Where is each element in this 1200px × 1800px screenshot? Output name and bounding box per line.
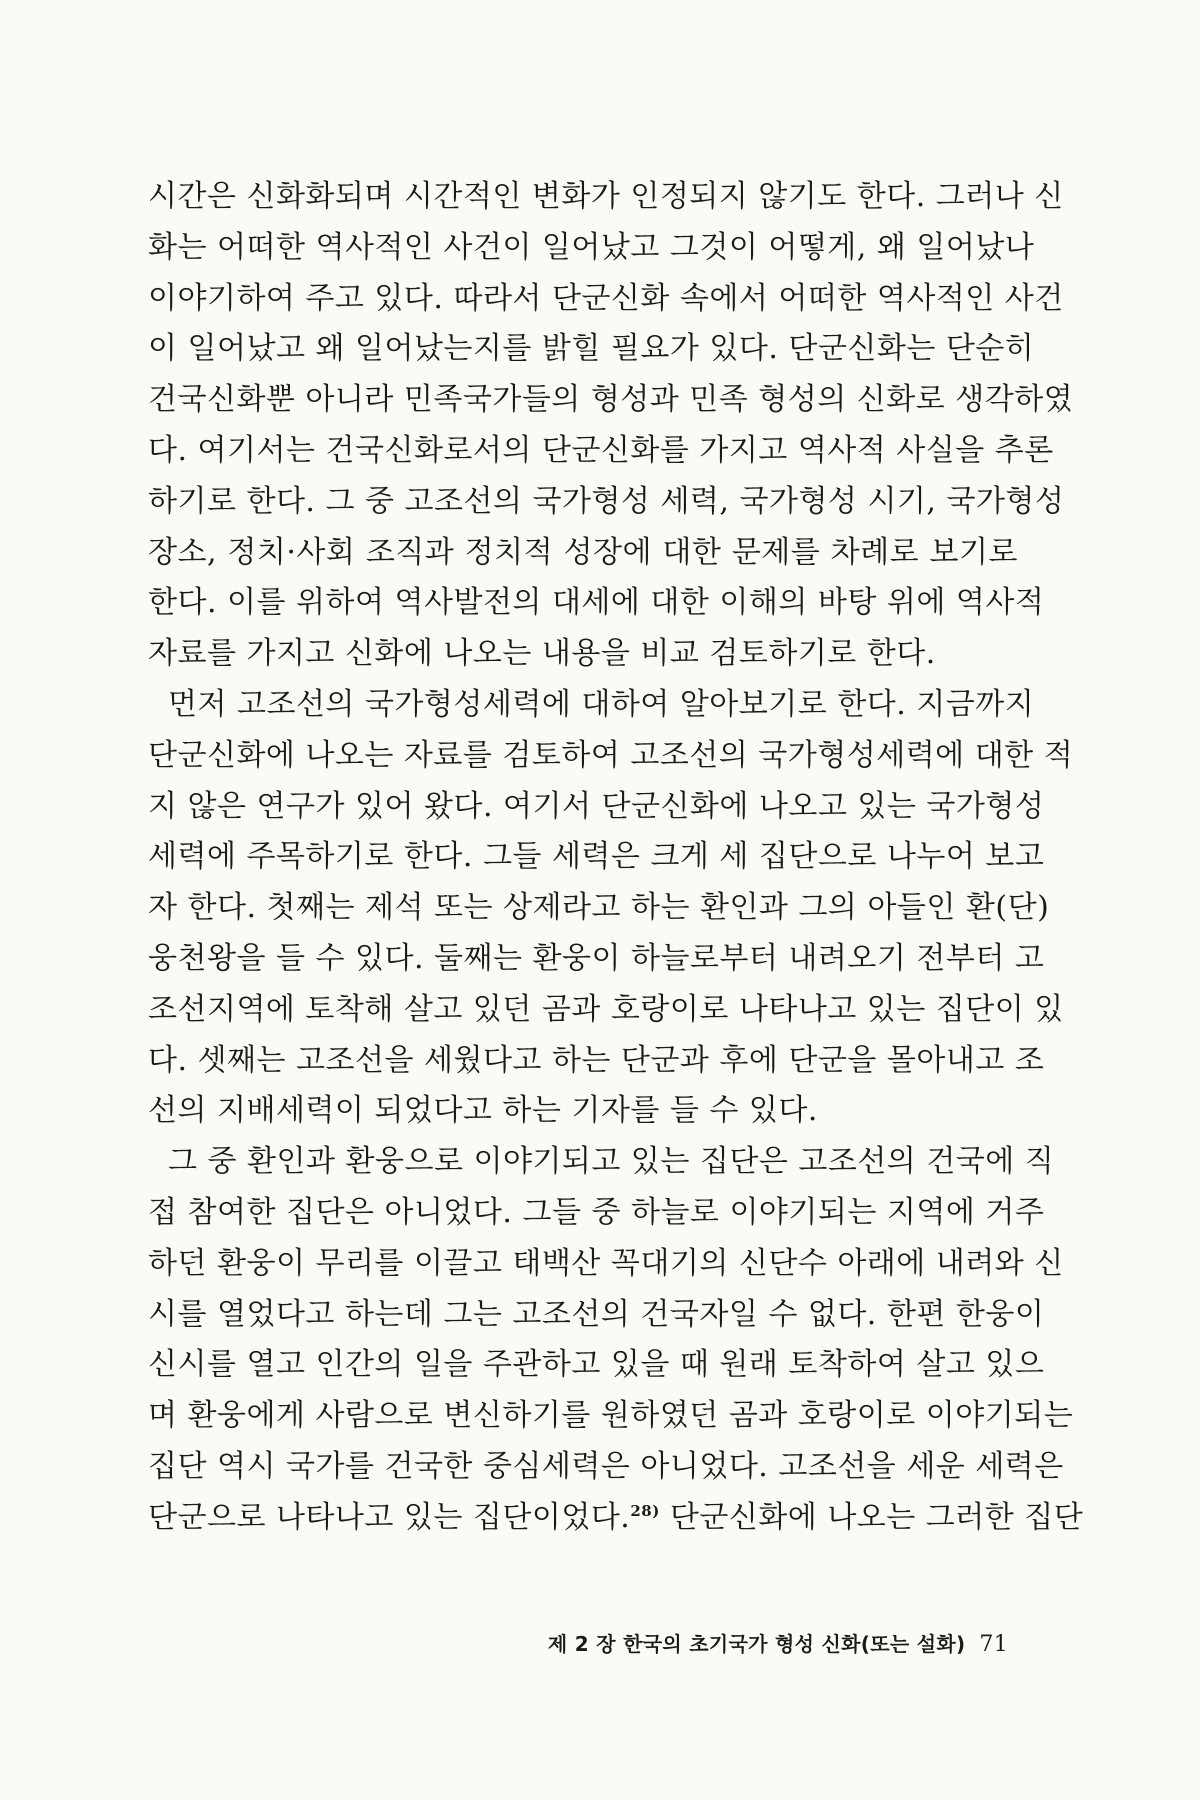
chapter-title: 제 2 장 한국의 초기국가 형성 신화(또는 설화): [547, 1632, 966, 1656]
text-segment: 단군으로 나타나고 있는 집단이었다.: [148, 1499, 631, 1535]
paragraph-end-line: 선의 지배세력이 되었다고 하는 기자를 들 수 있다.: [148, 1093, 818, 1129]
text-segment: 단군신화에 나오는 그러한 집단: [659, 1499, 1084, 1535]
text-line: 다. 셋째는 고조선을 세웠다고 하는 단군과 후에 단군을 몰아내고 조: [148, 1042, 1045, 1078]
body-text: [148, 172, 1084, 1544]
text-line: 하던 환웅이 무리를 이끌고 태백산 꼭대기의 신단수 아래에 내려와 신: [148, 1245, 1064, 1281]
text-line: 지 않은 연구가 있어 왔다. 여기서 단군신화에 나오고 있는 국가형성: [148, 788, 1045, 824]
running-footer: [548, 1628, 1008, 1657]
text-line: 이야기하여 주고 있다. 따라서 단군신화 속에서 어떠한 역사적인 사건: [148, 280, 1064, 316]
page-number: 71: [979, 1632, 1008, 1657]
text-line: 며 환웅에게 사람으로 변신하기를 원하였던 곰과 호랑이로 이야기되는: [148, 1398, 1074, 1434]
text-line: 이 일어났고 왜 일어났는지를 밝힐 필요가 있다. 단군신화는 단순히: [148, 331, 1035, 367]
text-line: 조선지역에 토착해 살고 있던 곰과 호랑이로 나타나고 있는 집단이 있: [148, 991, 1064, 1027]
text-line: 시간은 신화화되며 시간적인 변화가 인정되지 않기도 한다. 그러나 신: [148, 179, 1064, 214]
footnote-reference: 28): [630, 1501, 660, 1520]
text-line: 시를 열었다고 하는데 그는 고조선의 건국자일 수 없다. 한편 한웅이: [148, 1296, 1045, 1332]
text-line: 웅천왕을 들 수 있다. 둘째는 환웅이 하늘로부터 내려오기 전부터 고: [148, 940, 1045, 976]
text-line: 다. 여기서는 건국신화로서의 단군신화를 가지고 역사적 사실을 추론: [148, 432, 1054, 468]
paragraph-end-line: 자료를 가지고 신화에 나오는 내용을 비교 검토하기로 한다.: [148, 636, 936, 672]
text-line-with-footnote: [148, 1493, 1084, 1544]
text-line: 신시를 열고 인간의 일을 주관하고 있을 때 원래 토착하여 살고 있으: [148, 1347, 1045, 1383]
text-line: 하기로 한다. 그 중 고조선의 국가형성 세력, 국가형성 시기, 국가형성: [148, 483, 1065, 519]
text-line: 화는 어떠한 역사적인 사건이 일어났고 그것이 어떻게, 왜 일어났나: [148, 229, 1035, 265]
text-line: 장소, 정치·사회 조직과 정치적 성장에 대한 문제를 차례로 보기로: [148, 534, 1018, 570]
text-line: 건국신화뿐 아니라 민족국가들의 형성과 민족 형성의 신화로 생각하였: [148, 382, 1074, 418]
text-line: 자 한다. 첫째는 제석 또는 상제라고 하는 환인과 그의 아들인 환(단): [148, 890, 1050, 926]
text-line: 접 참여한 집단은 아니었다. 그들 중 하늘로 이야기되는 지역에 거주: [148, 1194, 1045, 1230]
paragraph-start-line: 그 중 환인과 환웅으로 이야기되고 있는 집단은 고조선의 건국에 직: [168, 1144, 1055, 1180]
text-line: 세력에 주목하기로 한다. 그들 세력은 크게 세 집단으로 나누어 보고: [148, 839, 1045, 875]
paragraph-start-line: 먼저 고조선의 국가형성세력에 대하여 알아보기로 한다. 지금까지: [168, 686, 1035, 722]
text-line: 한다. 이를 위하여 역사발전의 대세에 대한 이해의 바탕 위에 역사적: [148, 585, 1045, 621]
text-line: 단군신화에 나오는 자료를 검토하여 고조선의 국가형성세력에 대한 적: [148, 737, 1074, 773]
text-line: 집단 역시 국가를 건국한 중심세력은 아니었다. 고조선을 세운 세력은: [148, 1448, 1064, 1484]
